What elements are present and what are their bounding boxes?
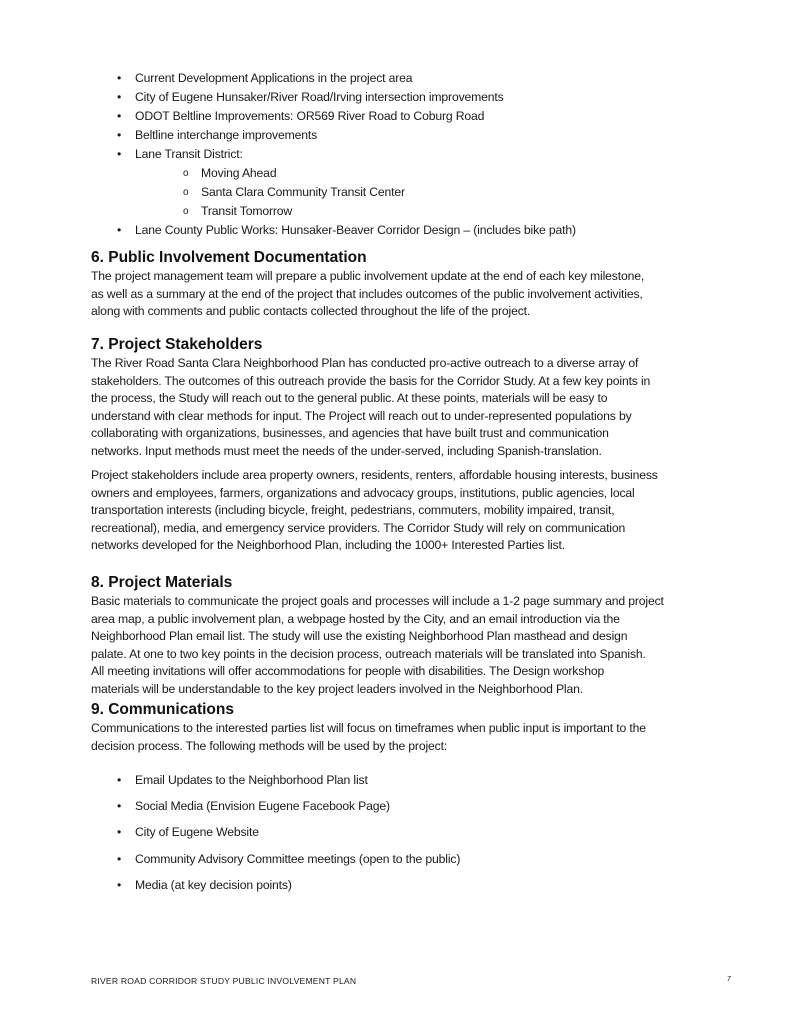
text-line: understand with clear methods for input. The Project will reach out to under-represented populations by xyxy=(91,408,632,423)
text-line: Neighborhood Plan email list. The study will use the existing Neighborhood Plan masthead and design xyxy=(91,629,628,643)
list-item-text: Santa Clara Community Transit Center xyxy=(201,185,405,199)
text-line: as well as a summary at the end of the project that includes outcomes of the public involvement activities, xyxy=(91,286,643,301)
list-item xyxy=(91,850,741,876)
text-line: the process, the Study will reach out to the general public. At these points, materials will be easy to xyxy=(91,391,608,405)
list-item-text: Lane Transit District: xyxy=(135,147,243,161)
text-line: The project management team will prepare a public involvement update at the end of each key milestone, xyxy=(91,269,645,283)
text-line: decision process. The following methods will be used by the project: xyxy=(91,738,448,753)
list-item xyxy=(91,823,741,849)
bullet-icon: • xyxy=(117,128,122,142)
paragraph xyxy=(91,720,741,755)
list-item xyxy=(91,202,741,221)
text-line: The River Road Santa Clara Neighborhood Plan has conducted pro-active outreach to a diverse array of xyxy=(91,356,639,370)
list-item xyxy=(91,876,741,902)
related-projects-list xyxy=(91,69,741,240)
bullet-icon: • xyxy=(117,71,122,85)
text-line: networks. Input methods must meet the needs of the under-served, including Spanish-translation. xyxy=(91,443,602,458)
text-line: Project stakeholders include area property owners, residents, renters, affordable housing interests, business xyxy=(91,468,658,482)
bullet-icon: • xyxy=(117,147,122,161)
list-item xyxy=(91,221,741,240)
list-item-text: Moving Ahead xyxy=(201,166,277,180)
list-item xyxy=(91,183,741,202)
paragraph xyxy=(91,593,741,698)
bullet-icon: o xyxy=(183,168,189,179)
list-item xyxy=(91,88,741,107)
text-line: materials will be understandable to the key project leaders involved in the Neighborhood Plan. xyxy=(91,681,583,696)
text-line: collaborating with organizations, businesses, and agencies that have built trust and communication xyxy=(91,426,609,440)
footer-title: RIVER ROAD CORRIDOR STUDY PUBLIC INVOLVEMENT PLAN xyxy=(91,976,357,986)
section-9 xyxy=(91,700,741,902)
text-line: palate. At one to two key points in the decision process, outreach materials will be translated into Spanish. xyxy=(91,646,646,661)
text-line: owners and employees, farmers, organizations and advocacy groups, institutions, public agencies, local xyxy=(91,485,635,500)
section-7 xyxy=(91,335,741,555)
bullet-icon: • xyxy=(117,799,122,814)
communications-list xyxy=(91,771,741,902)
list-item xyxy=(91,107,741,126)
text-line: networks developed for the Neighborhood Plan, including the 1000+ Interested Parties list. xyxy=(91,538,565,552)
text-line: All meeting invitations will offer accommodations for people with disabilities. The Design workshop xyxy=(91,664,605,678)
text-line: Communications to the interested parties list will focus on timeframes when public input is important to the xyxy=(91,721,646,735)
list-item-text: Email Updates to the Neighborhood Plan list xyxy=(135,773,368,787)
list-item xyxy=(91,145,741,164)
list-item xyxy=(91,69,741,88)
section-heading: 7. Project Stakeholders xyxy=(91,336,263,353)
bullet-icon: • xyxy=(117,223,122,237)
section-heading: 9. Communications xyxy=(91,701,234,718)
paragraph xyxy=(91,467,741,555)
bullet-icon: • xyxy=(117,109,122,123)
bullet-icon: • xyxy=(117,90,122,104)
paragraph xyxy=(91,268,741,321)
page-footer xyxy=(91,976,731,986)
text-line: transportation interests (including bicycle, freight, pedestrians, commuters, mobility impaired, transit, xyxy=(91,503,615,517)
bullet-icon: o xyxy=(183,187,189,198)
text-line: Basic materials to communicate the project goals and processes will include a 1-2 page summary and project xyxy=(91,594,664,608)
section-6 xyxy=(91,248,741,321)
bullet-icon: • xyxy=(117,877,122,892)
list-item-text: Media (at key decision points) xyxy=(135,877,292,892)
list-item-text: Transit Tomorrow xyxy=(201,204,293,218)
list-item-text: City of Eugene Website xyxy=(135,825,259,840)
list-item-text: City of Eugene Hunsaker/River Road/Irving intersection improvements xyxy=(135,90,504,104)
bullet-icon: • xyxy=(117,773,122,787)
section-heading: 8. Project Materials xyxy=(91,574,233,591)
bullet-icon: o xyxy=(183,206,189,217)
list-item-text: Community Advisory Committee meetings (open to the public) xyxy=(135,851,461,866)
bullet-icon: • xyxy=(117,851,122,866)
list-item xyxy=(91,771,741,797)
list-item-text: Lane County Public Works: Hunsaker-Beaver Corridor Design – (includes bike path) xyxy=(135,223,576,237)
section-heading: 6. Public Involvement Documentation xyxy=(91,249,367,266)
text-line: along with comments and public contacts collected throughout the life of the project. xyxy=(91,304,531,318)
list-item-text: Beltline interchange improvements xyxy=(135,128,318,142)
list-item-text: Social Media (Envision Eugene Facebook Page) xyxy=(135,799,390,814)
list-item xyxy=(91,164,741,183)
list-item-text: Current Development Applications in the project area xyxy=(135,71,413,85)
list-item xyxy=(91,797,741,823)
text-line: area map, a public involvement plan, a webpage hosted by the City, and an email introduction via the xyxy=(91,611,620,626)
list-item-text: ODOT Beltline Improvements: OR569 River Road to Coburg Road xyxy=(135,109,485,123)
bullet-icon: • xyxy=(117,825,122,840)
text-line: stakeholders. The outcomes of this outreach provide the basis for the Corridor Study. At a few key points in xyxy=(91,373,651,388)
text-line: recreational), media, and emergency service providers. The Corridor Study will rely on communication xyxy=(91,520,626,535)
page-number: 7 xyxy=(726,976,731,983)
section-8 xyxy=(91,573,741,698)
paragraph xyxy=(91,355,741,460)
list-item xyxy=(91,126,741,145)
